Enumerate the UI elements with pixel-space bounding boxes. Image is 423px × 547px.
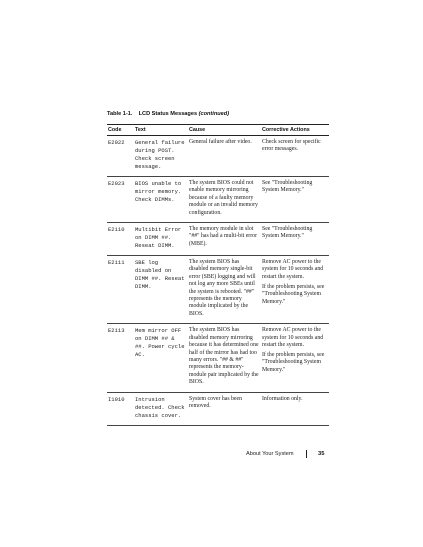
table-row bbox=[107, 392, 329, 425]
row-text: BIOS unable to mirror memory. Check DIMMs. bbox=[134, 177, 188, 223]
row-action bbox=[261, 223, 329, 256]
table-row bbox=[107, 177, 329, 223]
table-caption-title: LCD Status Messages bbox=[138, 111, 198, 117]
row-cause bbox=[188, 223, 261, 256]
row-action bbox=[261, 392, 329, 425]
row-cause bbox=[188, 256, 261, 324]
row-action bbox=[261, 136, 329, 177]
table-caption-suffix: (continued) bbox=[198, 111, 230, 117]
header-corrective-actions: Corrective Actions bbox=[261, 125, 329, 136]
table-row bbox=[107, 223, 329, 256]
row-text: SBE log disabled on DIMM ##. Reseat DIMM. bbox=[134, 256, 188, 324]
action-paragraph: See "Troubleshooting System Memory." bbox=[262, 180, 313, 194]
action-paragraph: Remove AC power to the system for 10 seconds and restart the system. bbox=[262, 259, 324, 280]
action-paragraph: Check screen for specific error messages. bbox=[262, 139, 321, 153]
row-action bbox=[261, 256, 329, 324]
action-paragraph: If the problem persists, see "Troubleshooting System Memory." bbox=[262, 283, 325, 305]
cause-paragraph: System cover has been removed. bbox=[189, 395, 242, 409]
table-row bbox=[107, 136, 329, 177]
cause-paragraph: The memory module in slot "##" has had a multi-bit error (MBE). bbox=[189, 226, 257, 247]
row-code: I1910 bbox=[107, 392, 134, 425]
action-paragraph: If the problem persists, see "Troubleshooting System Memory." bbox=[262, 352, 325, 373]
header-cause: Cause bbox=[188, 125, 261, 136]
header-text: Text bbox=[134, 125, 188, 136]
table-body bbox=[107, 136, 329, 426]
header-code: Code bbox=[107, 125, 134, 136]
row-action bbox=[261, 177, 329, 223]
row-cause bbox=[188, 392, 261, 425]
row-code: E2110 bbox=[107, 223, 134, 256]
cause-paragraph: The system BIOS could not enable memory mirroring because of a faulty memory module or an invalid memory configuration. bbox=[189, 180, 258, 216]
footer-divider bbox=[306, 450, 307, 458]
lcd-status-table bbox=[107, 124, 329, 426]
row-text: Intrusion detected. Check chassis cover. bbox=[134, 392, 188, 425]
table-header-row bbox=[107, 125, 329, 136]
table-caption bbox=[107, 111, 229, 117]
row-cause bbox=[188, 177, 261, 223]
action-paragraph: See "Troubleshooting System Memory." bbox=[262, 226, 313, 240]
action-paragraph: Information only. bbox=[262, 395, 303, 402]
footer-section-title: About Your System bbox=[246, 451, 294, 457]
row-cause bbox=[188, 324, 261, 392]
row-code: E2022 bbox=[107, 136, 134, 177]
row-text: Mem mirror OFF on DIMM ## & ##. Power cycle AC. bbox=[134, 324, 188, 392]
cause-paragraph: The system BIOS has disabled memory mirroring because it has determined one half of the mirror has had too many errors. "## & ##" represents the memory-module pair implicated by the BIOS. bbox=[189, 327, 259, 386]
table-caption-label: Table 1-1. bbox=[107, 111, 133, 117]
row-code: E2111 bbox=[107, 256, 134, 324]
row-action bbox=[261, 324, 329, 392]
row-text: General failure during POST. Check screen message. bbox=[134, 136, 188, 177]
action-paragraph: Remove AC power to the system for 10 seconds and restart the system. bbox=[262, 327, 324, 349]
page-number: 35 bbox=[318, 451, 325, 457]
cause-paragraph: The system BIOS has disabled memory single-bit error (SBE) logging and will not log any more SBEs until the system is rebooted. "##" represents the memory module implicated by the BIOS. bbox=[189, 259, 256, 317]
row-code: E2113 bbox=[107, 324, 134, 392]
row-text: Multibit Error on DIMM ##. Reseat DIMM. bbox=[134, 223, 188, 256]
table-row bbox=[107, 256, 329, 324]
table-row bbox=[107, 324, 329, 392]
cause-paragraph: General failure after video. bbox=[189, 139, 252, 145]
row-cause bbox=[188, 136, 261, 177]
row-code: E2023 bbox=[107, 177, 134, 223]
